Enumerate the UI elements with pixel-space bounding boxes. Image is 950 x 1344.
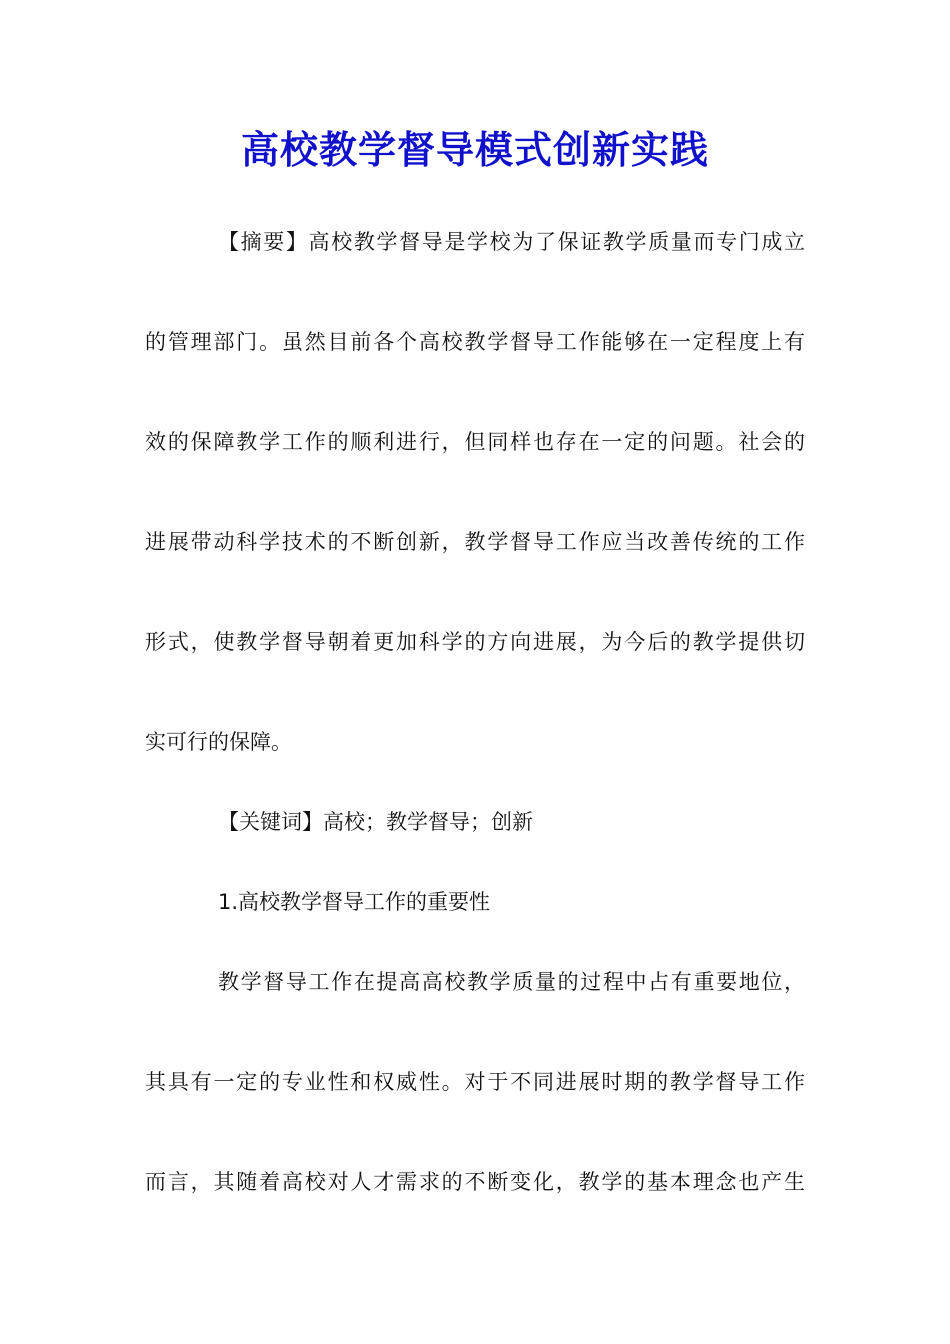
section-heading: 1.高校教学督导工作的重要性: [218, 890, 491, 914]
body-line: 而言，其随着高校对人才需求的不断变化，教学的基本理念也产生: [145, 1170, 805, 1194]
keywords-line: 【关键词】高校；教学督导；创新: [218, 810, 533, 834]
abstract-line: 实可行的保障。: [145, 730, 292, 754]
abstract-line: 效的保障教学工作的顺利进行，但同样也存在一定的问题。社会的: [145, 430, 805, 454]
document-title: 高校教学督导模式创新实践: [240, 127, 709, 172]
abstract-line: 的管理部门。虽然目前各个高校教学督导工作能够在一定程度上有: [145, 330, 805, 354]
abstract-line: 形式，使教学督导朝着更加科学的方向进展，为今后的教学提供切: [145, 630, 805, 654]
abstract-line: 进展带动科学技术的不断创新，教学督导工作应当改善传统的工作: [145, 530, 805, 554]
body-line: 其具有一定的专业性和权威性。对于不同进展时期的教学督导工作: [145, 1070, 805, 1094]
abstract-line: 【摘要】高校教学督导是学校为了保证教学质量而专门成立: [218, 230, 805, 254]
body-line: 教学督导工作在提高高校教学质量的过程中占有重要地位，: [218, 970, 805, 994]
